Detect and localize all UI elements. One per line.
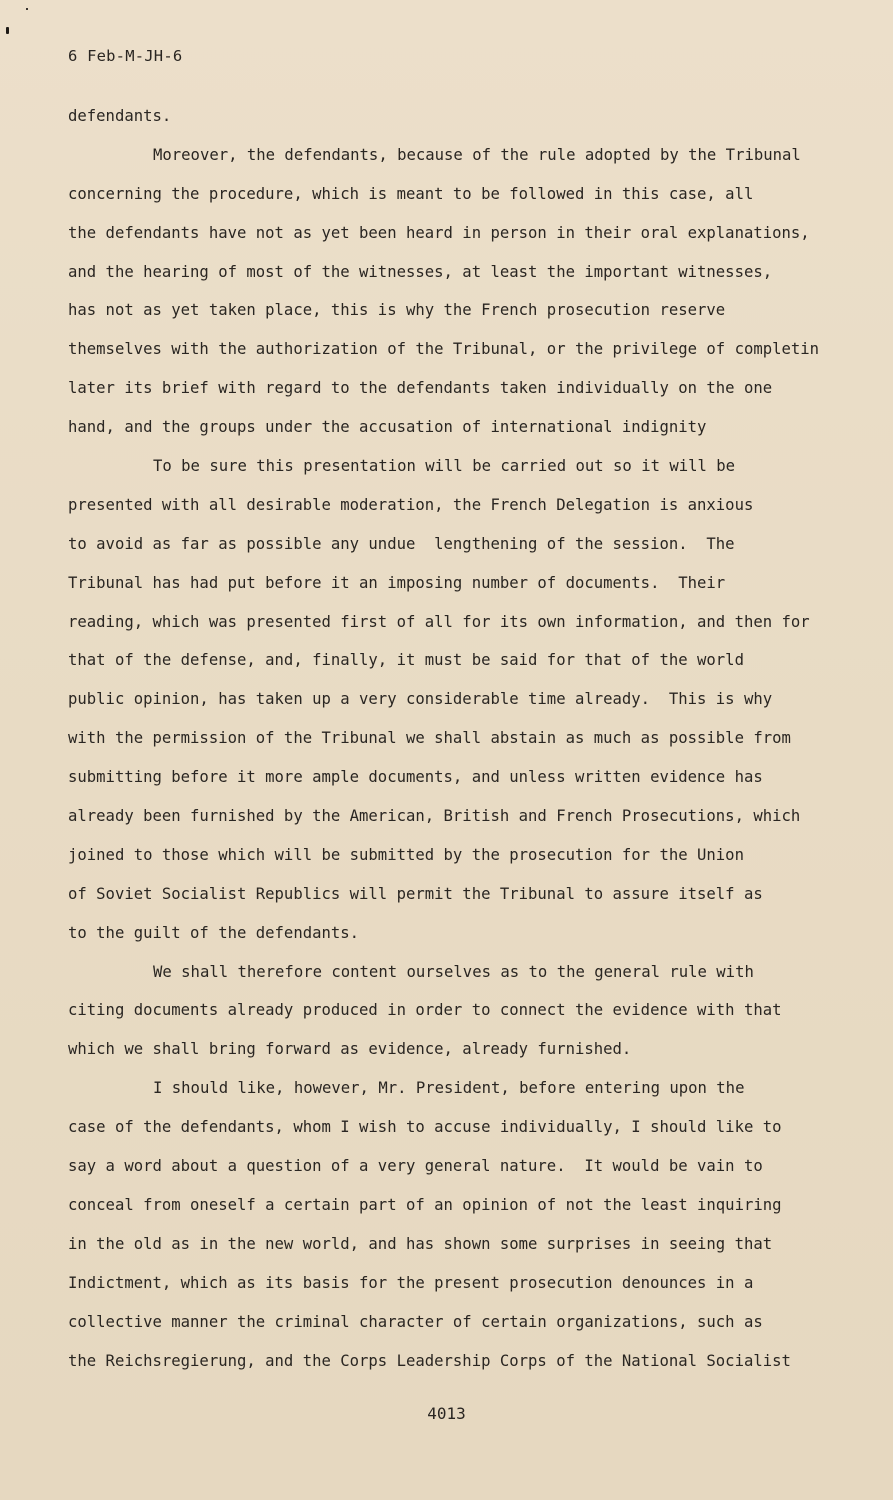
paragraph-first-line: We shall therefore content ourselves as to the general rule with: [153, 962, 754, 981]
text-line: hand, and the groups under the accusation of international indignity: [68, 418, 707, 437]
text-line: which we shall bring forward as evidence, already furnished.: [68, 1040, 632, 1059]
text-line: the defendants have not as yet been heard in person in their oral explanations,: [68, 223, 810, 242]
text-line: public opinion, has taken up a very considerable time already. This is why: [68, 690, 773, 709]
text-line: submitting before it more ample documents, and unless written evidence has: [68, 768, 763, 787]
document-body: [68, 103, 848, 1386]
text-line: presented with all desirable moderation, the French Delegation is anxious: [68, 495, 754, 514]
text-line: to avoid as far as possible any undue lengthening of the session. The: [68, 534, 735, 553]
text-line: later its brief with regard to the defendants taken individually on the one: [68, 379, 773, 398]
text-line: case of the defendants, whom I wish to accuse individually, I should like to: [68, 1118, 782, 1137]
text-line: of Soviet Socialist Republics will permit the Tribunal to assure itself as: [68, 884, 763, 903]
text-line: to the guilt of the defendants.: [68, 923, 360, 942]
ink-mark: [6, 27, 9, 34]
page-number: 4013: [427, 1404, 466, 1423]
text-line: and the hearing of most of the witnesses, at least the important witnesses,: [68, 262, 773, 281]
text-line: Tribunal has had put before it an imposing number of documents. Their: [68, 573, 726, 592]
paragraph-first-line: I should like, however, Mr. President, before entering upon the: [153, 1079, 745, 1098]
text-line: has not as yet taken place, this is why the French prosecution reserve: [68, 301, 726, 320]
text-line: Indictment, which as its basis for the present prosecution denounces in a: [68, 1273, 754, 1292]
ink-dot: [26, 8, 28, 10]
text-line: joined to those which will be submitted by the prosecution for the Union: [68, 845, 744, 864]
text-line: concerning the procedure, which is meant to be followed in this case, all: [68, 184, 754, 203]
text-line: themselves with the authorization of the Tribunal, or the privilege of completin: [68, 340, 820, 359]
text-line: the Reichsregierung, and the Corps Leadership Corps of the National Socialist: [68, 1351, 791, 1370]
page-header: 6 Feb-M-JH-6: [68, 47, 183, 65]
text-line: say a word about a question of a very general nature. It would be vain to: [68, 1157, 763, 1176]
text-line: conceal from oneself a certain part of an opinion of not the least inquiring: [68, 1195, 782, 1214]
text-line: collective manner the criminal character of certain organizations, such as: [68, 1312, 763, 1331]
paragraph-first-line: Moreover, the defendants, because of the rule adopted by the Tribunal: [153, 145, 801, 164]
text-line: with the permission of the Tribunal we shall abstain as much as possible from: [68, 729, 791, 748]
text-line: citing documents already produced in order to connect the evidence with that: [68, 1001, 782, 1020]
text-line: that of the defense, and, finally, it must be said for that of the world: [68, 651, 744, 670]
text-line: defendants.: [68, 107, 172, 125]
text-line: in the old as in the new world, and has shown some surprises in seeing that: [68, 1234, 773, 1253]
text-line: reading, which was presented first of all for its own information, and then for: [68, 612, 810, 631]
text-line: already been furnished by the American, British and French Prosecutions, which: [68, 807, 801, 826]
paragraph-first-line: To be sure this presentation will be carried out so it will be: [153, 457, 736, 476]
